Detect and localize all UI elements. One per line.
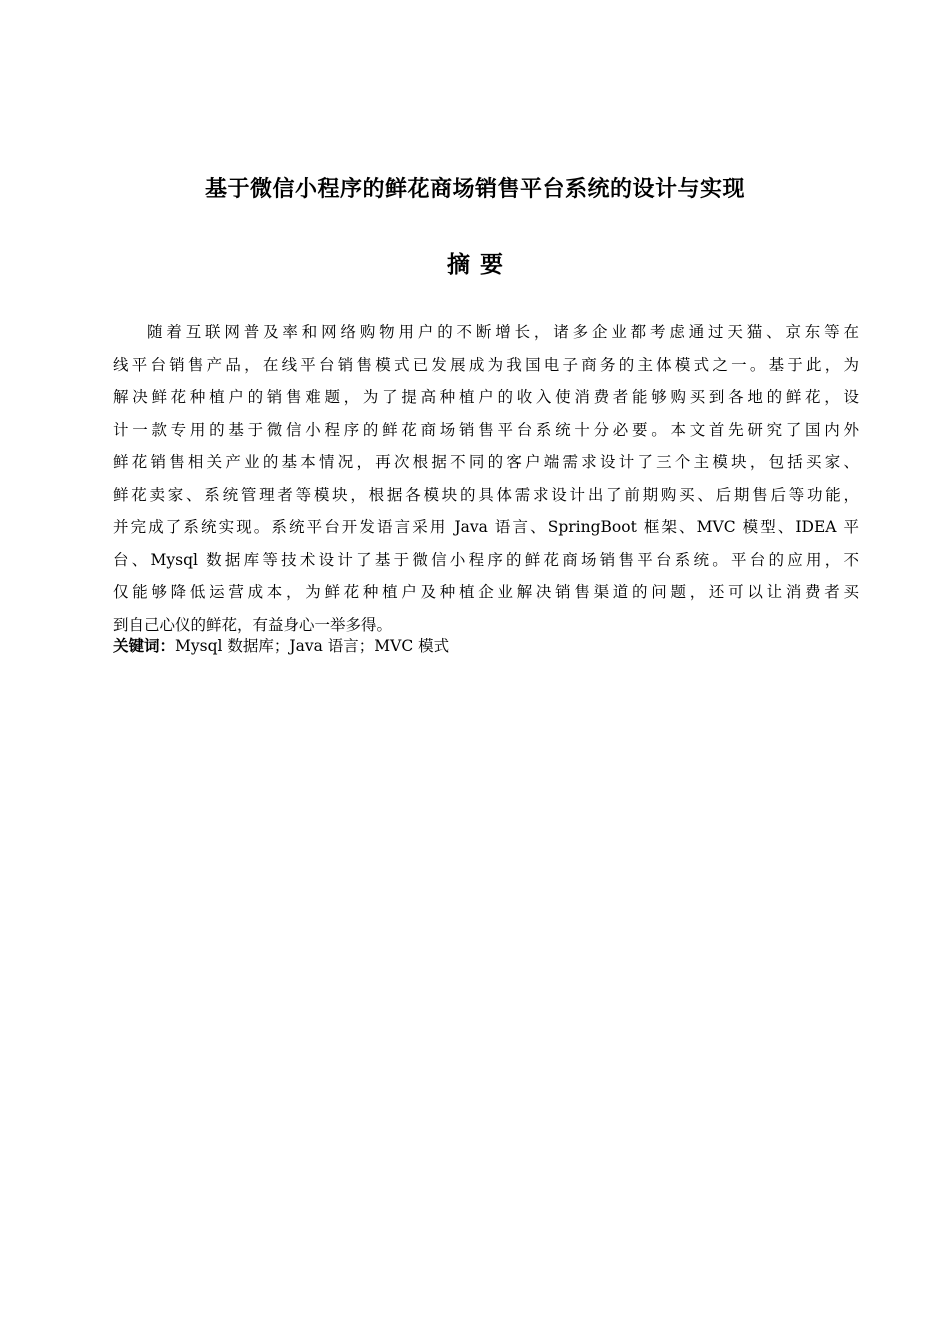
- abstract-line: 鲜花销售相关产业的基本情况，再次根据不同的客户端需求设计了三个主模块，包括买家、: [113, 453, 859, 471]
- keywords-line: [113, 634, 859, 658]
- abstract-line: 随着互联网普及率和网络购物用户的不断增长，诸多企业都考虑通过天猫、京东等在: [147, 323, 859, 341]
- keywords-text: Mysql 数据库；Java 语言；MVC 模式: [175, 637, 450, 655]
- keywords-label: 关键词：: [113, 637, 176, 655]
- abstract-line: 计一款专用的基于微信小程序的鲜花商场销售平台系统十分必要。本文首先研究了国内外: [113, 420, 859, 439]
- abstract-line: 到自己心仪的鲜花，有益身心一举多得。: [113, 615, 393, 634]
- abstract-heading: 摘要: [447, 252, 513, 278]
- abstract-line: 解决鲜花种植户的销售难题，为了提高种植户的收入使消费者能够购买到各地的鲜花，设: [113, 388, 859, 406]
- document-title: 基于微信小程序的鲜花商场销售平台系统的设计与实现: [204, 177, 745, 202]
- abstract-line: 仅能够降低运营成本，为鲜花种植户及种植企业解决销售渠道的问题，还可以让消费者买: [113, 583, 859, 601]
- abstract-line: 并完成了系统实现。系统平台开发语言采用 Java 语言、SpringBoot 框架、MVC 模型、IDEA 平: [113, 518, 859, 536]
- abstract-line: 鲜花卖家、系统管理者等模块，根据各模块的具体需求设计出了前期购买、后期售后等功能，: [113, 485, 859, 504]
- abstract-line: 台、Mysql 数据库等技术设计了基于微信小程序的鲜花商场销售平台系统。平台的应用，不: [113, 550, 859, 569]
- abstract-line: 线平台销售产品，在线平台销售模式已发展成为我国电子商务的主体模式之一。基于此，为: [113, 355, 859, 374]
- abstract-paragraph: [113, 316, 859, 641]
